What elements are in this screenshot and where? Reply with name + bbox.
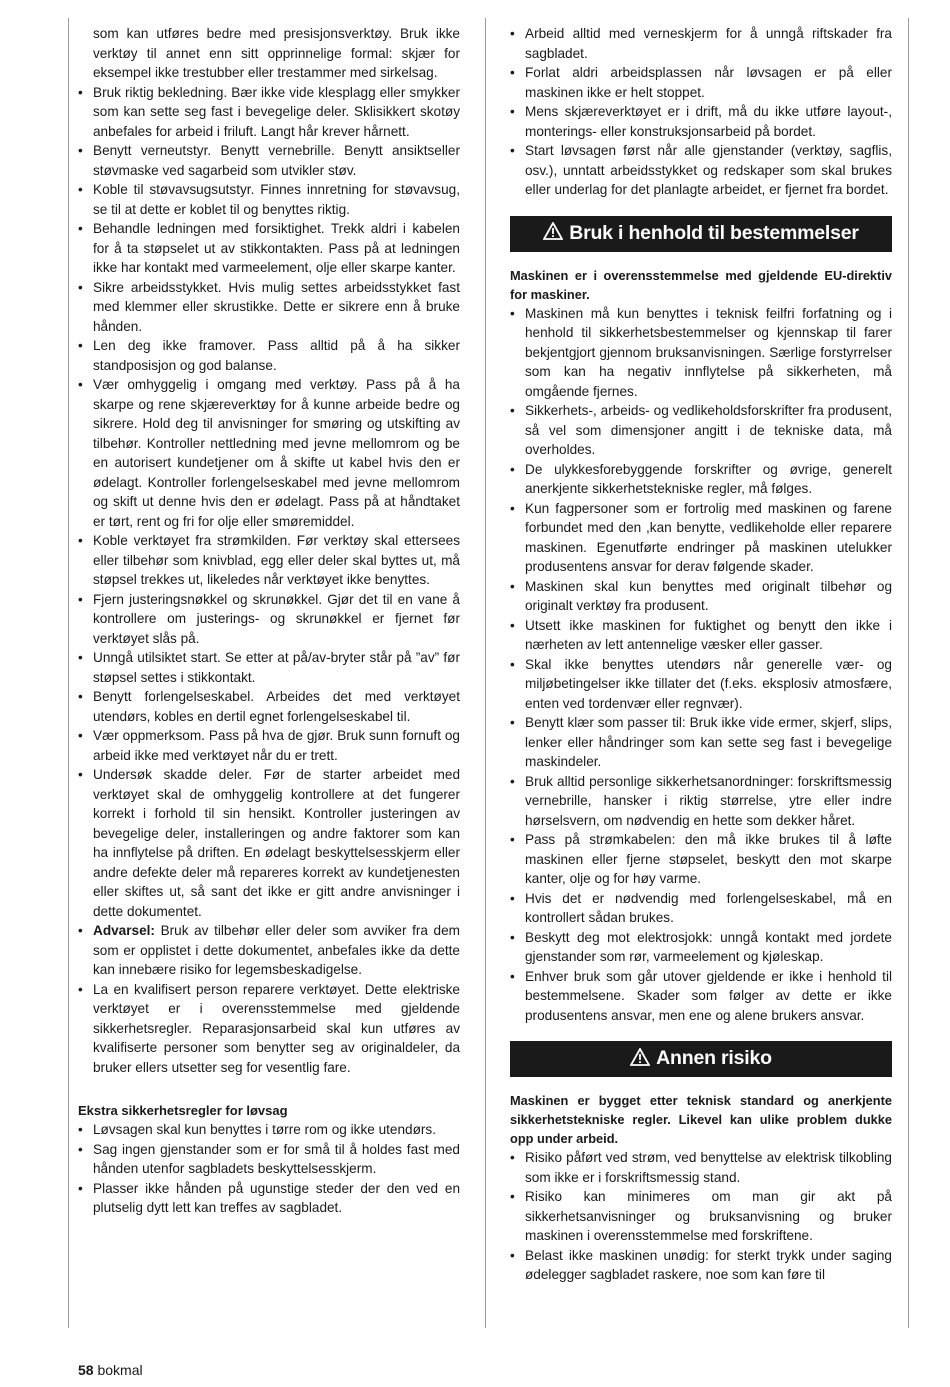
section-banner-other-risk xyxy=(510,1041,892,1077)
column-divider-rule xyxy=(485,18,486,1328)
right-column xyxy=(510,24,892,1285)
intended-use-list xyxy=(510,304,892,1026)
list-item: • Maskinen skal kun benyttes med originalt tilbehør og originalt verktøy fra produsent. xyxy=(510,577,892,616)
right-margin-rule xyxy=(908,18,909,1328)
list-item: • Forlat aldri arbeidsplassen når løvsagen er på eller maskinen ikke er helt stoppet. xyxy=(510,63,892,102)
section-banner-intended-use xyxy=(510,216,892,252)
list-item: • Løvsagen skal kun benyttes i tørre rom og ikke utendørs. xyxy=(78,1120,460,1140)
list-item: • Len deg ikke framover. Pass alltid på å ha sikker standposisjon og god balanse. xyxy=(78,336,460,375)
list-item: • Vær omhyggelig i omgang med verktøy. Pass på å ha skarpe og rene skjæreverktøy for å kunne arbeide bedre og sikrere. Hold deg til anvisninger for smøring og utskifting av tilbehør. Kontroller nettledning med jevne mellomrom og be en autorisert kundetjener om å skifte ut kabel hvis den er ødelagt. Kontroller forlengelseskabel med jevne mellomrom og skift ut denne hvis den er ødelagt. Pass på at håndtaket er tørt, rent og fri for olje eller smøremiddel. xyxy=(78,375,460,531)
page-footer xyxy=(78,1362,143,1378)
list-item: • Bruk riktig bekledning. Bær ikke vide klesplagg eller smykker som kan sette seg fast i bevegelige deler. Sklisikkert skotøy anbefales for arbeid i friluft. Langt hår krever hårnett. xyxy=(78,83,460,142)
list-item: • Fjern justeringsnøkkel og skrunøkkel. Gjør det til en vane å kontrollere om justerings- og skrunøkkel er fjernet før verktøyet slås på. xyxy=(78,590,460,649)
list-item: • Vær oppmerksom. Pass på hva de gjør. Bruk sunn fornuft og arbeid ikke med verktøyet når du er trett. xyxy=(78,726,460,765)
list-item: • Sikkerhets-, arbeids- og vedlikeholdsforskrifter fra produsent, så vel som dimensjoner angitt i de tekniske data, må overholdes. xyxy=(510,401,892,460)
list-item: • Sag ingen gjenstander som er for små til å holdes fast med hånden utenfor sagbladets beskyttelsesskjerm. xyxy=(78,1140,460,1179)
list-item: • Benytt verneutstyr. Benytt vernebrille. Benytt ansiktseller støvmaske ved sagarbeid som utvikler støv. xyxy=(78,141,460,180)
list-item: • Arbeid alltid med verneskjerm for å unngå riftskader fra sagbladet. xyxy=(510,24,892,63)
list-item: • Undersøk skadde deler. Før de starter arbeidet med verktøyet skal de omhyggelig kontrollere at det fungerer korrekt i forhold til sin hensikt. Kontroller justeringen av bevegelige deler, installeringen og andre faktorer som kan ha innflytelse på driften. En ødelagt beskyttelsesskjerm eller andre defekte deler må repareres korrekt av kundetjenesten eller skiftes ut, så sant det ikke er gitt andre anvisninger i dette dokumentet. xyxy=(78,765,460,921)
list-item: • Pass på strømkabelen: den må ikke brukes til å løfte maskinen eller fjerne støpselet, beskytt den mot skarpe kanter, olje og for høy varme. xyxy=(510,830,892,889)
list-item: • Start løvsagen først når alle gjenstander (verktøy, sagflis, osv.), unntatt arbeidsstykket og redskaper som skal brukes eller underlag for det planlagte arbeidet, er fjernet fra bordet. xyxy=(510,141,892,200)
list-item: • De ulykkesforebyggende forskrifter og øvrige, generelt anerkjente sikkerhetstekniske regler, må følges. xyxy=(510,460,892,499)
list-item: • Benytt forlengelseskabel. Arbeides det med verktøyet utendørs, kobles en dertil egnet forlengelseskabel til. xyxy=(78,687,460,726)
section-lead: Maskinen er bygget etter teknisk standard og anerkjente sikkerhetstekniske regler. Likevel kan ulike problem dukke opp under arbeid. xyxy=(510,1093,892,1146)
list-item: • Beskytt deg mot elektrosjokk: unngå kontakt med jordete gjenstander som rør, varmeelement og kjøleskap. xyxy=(510,928,892,967)
list-item: • Koble til støvavsugsutstyr. Finnes innretning for støvavsug, se til at dette er koblet til og benyttes riktig. xyxy=(78,180,460,219)
list-item: • Belast ikke maskinen unødig: for sterkt trykk under saging ødelegger sagbladet raskere, noe som kan føre til xyxy=(510,1246,892,1285)
list-item: • Risiko påført ved strøm, ved benyttelse av elektrisk tilkobling som ikke er i forskriftsmessig stand. xyxy=(510,1148,892,1187)
extra-rules-list xyxy=(78,1120,460,1218)
safety-list xyxy=(78,24,460,1077)
section-title: Annen risiko xyxy=(656,1047,772,1070)
left-margin-rule xyxy=(68,18,69,1328)
list-item: • Sikre arbeidsstykket. Hvis mulig settes arbeidsstykket fast med klemmer eller skrustikke. Dette er sikrere enn å bruke hånden. xyxy=(78,278,460,337)
other-risk-list xyxy=(510,1148,892,1285)
list-item: • Unngå utilsiktet start. Se etter at på/av-bryter står på ”av” før støpsel settes i stikkontakt. xyxy=(78,648,460,687)
list-item: • Enhver bruk som går utover gjeldende er ikke i henhold til bestemmelsene. Skader som følger av dette er ikke produsentens ansvar, men ene og alene brukers ansvar. xyxy=(510,967,892,1026)
list-item: • Koble verktøyet fra strømkilden. Før verktøy skal ettersees eller tilbehør som knivblad, egg eller deler skal byttes ut, må støpsel trekkes ut, likeledes når verktøyet ikke benyttes. xyxy=(78,531,460,590)
list-item: • Mens skjæreverktøyet er i drift, må du ikke utføre layout-, monterings- eller konstruksjonsarbeid på bordet. xyxy=(510,102,892,141)
page-number: 58 xyxy=(78,1362,94,1378)
left-column xyxy=(78,24,460,1218)
extra-rules-heading: Ekstra sikkerhetsregler for løvsag xyxy=(78,1103,288,1118)
warning-text: Bruk av tilbehør eller deler som avviker fra dem som er opplistet i dette dokumentet, anbefales ikke da dette kan innebære risiko for legemsbeskadigelse. xyxy=(93,923,460,977)
warning-triangle-icon xyxy=(630,1048,650,1071)
section-title: Bruk i henhold til bestemmelser xyxy=(569,221,859,244)
list-item: • Skal ikke benyttes utendørs når generelle vær- og miljøbetingelser ikke tillater det (f.eks. eksplosiv atmosfære, enten ved tordenvær eller regnvær). xyxy=(510,655,892,714)
list-item: • Benytt klær som passer til: Bruk ikke vide ermer, skjerf, slips, lenker eller håndringer som kan sette seg fast i bevegelige maskindeler. xyxy=(510,713,892,772)
list-item: • Behandle ledningen med forsiktighet. Trekk aldri i kabelen for å ta støpselet ut av stikkontakten. Pass på at ledningen ikke har kontakt med varmeelement, olje eller skarpe kanter. xyxy=(78,219,460,278)
list-item: • Bruk alltid personlige sikkerhetsanordninger: forskriftsmessig vernebrille, hansker i riktig størrelse, ytre eller indre hørselsvern, om nødvendig en hette som dekker håret. xyxy=(510,772,892,831)
list-item: • Utsett ikke maskinen for fuktighet og benytt den ikke i nærheten av lett antennelige væsker eller gasser. xyxy=(510,616,892,655)
list-item: • Plasser ikke hånden på ugunstige steder der den ved en plutselig dytt lett kan treffes av sagbladet. xyxy=(78,1179,460,1218)
list-item: • Maskinen må kun benyttes i teknisk feilfri forfatning og i henhold til sikkerhetsbestemmelser og kjennskap til farer bekjentgjort gjennom bruksanvisningen. Særlige forstyrrelser som kan ha negativ innflytelse på sikkerheten, må omgående fjernes. xyxy=(510,304,892,402)
list-item: som kan utføres bedre med presisjonsverktøy. Bruk ikke verktøy til annet enn sitt opprinnelige formal: skjær for eksempel ikke trestubber eller trestammer med sirkelsag. xyxy=(93,26,460,80)
list-item: • Kun fagpersoner som er fortrolig med maskinen og farene forbundet med den ,kan benytte, vedlikeholde eller reparere maskinen. Egenutførte endringer på maskinen utelukker produsentens ansvar for derav følgende skader. xyxy=(510,499,892,577)
list-item: • Risiko kan minimeres om man gir akt på sikkerhetsanvisninger og bruksanvisning og bruker maskinen i overensstemmelse med forskriftene. xyxy=(510,1187,892,1246)
section-lead: Maskinen er i overensstemmelse med gjeldende EU-direktiv for maskiner. xyxy=(510,267,892,302)
list-item: • Hvis det er nødvendig med forlengelseskabel, må en kontrollert sådan brukes. xyxy=(510,889,892,928)
warning-triangle-icon xyxy=(543,222,563,245)
footer-language: bokmal xyxy=(97,1362,143,1378)
list-item: • La en kvalifisert person reparere verktøyet. Dette elektriske verktøyet er i overensstemmelse med gjeldende sikkerhetsregler. Reparasjonsarbeid skal kun utføres av kvalifiserte personer som benytter seg av originaldeler, da bruker ellers utsetter seg for vesentlig fare. xyxy=(78,980,460,1078)
saw-rules-list xyxy=(510,24,892,200)
warning-item xyxy=(78,921,460,980)
warning-label: Advarsel: xyxy=(93,923,155,938)
